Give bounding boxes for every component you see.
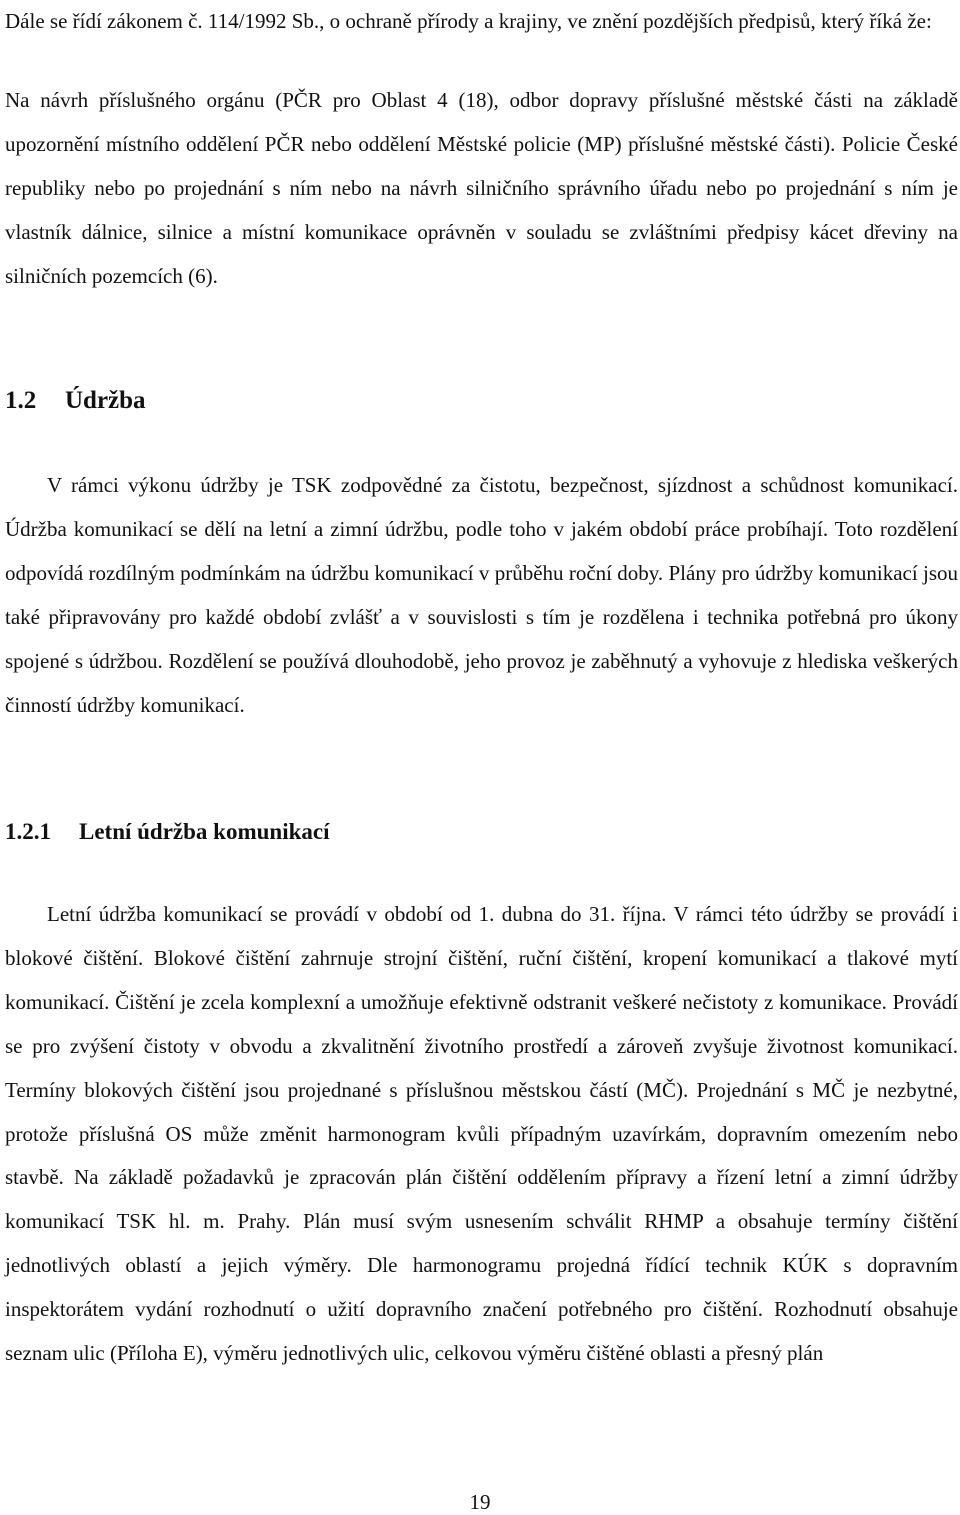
section-title: Letní údržba komunikací bbox=[79, 819, 330, 844]
section-title: Údržba bbox=[65, 387, 146, 414]
paragraph-law-detail: Na návrh příslušného orgánu (PČR pro Oblast 4 (18), odbor dopravy příslušné městské části na základě upozornění místního oddělení PČR nebo oddělení Městské policie (MP) příslušné městské části). Policie České republiky nebo po projednání s ním nebo na návrh silničního správního úřadu nebo po projednání s ním je vlastník dálnice, silnice a místní komunikace oprávněn v souladu se zvláštními předpisy kácet dřeviny na silničních pozemcích (6). bbox=[5, 88, 958, 288]
section-number: 1.2.1 bbox=[5, 819, 51, 844]
section-number: 1.2 bbox=[5, 387, 37, 414]
paragraph-summer-maintenance: Letní údržba komunikací se provádí v období od 1. dubna do 31. října. V rámci této údržby se provádí i blokové čištění. Blokové čištění zahrnuje strojní čištění, ruční čištění, kropení komunikací a tlakové mytí komunikací. Čištění je zcela komplexní a umožňuje efektivně odstranit veškeré nečistoty z komunikace. Provádí se pro zvýšení čistoty v obvodu a zkvalitnění životního prostředí a zároveň zvyšuje životnost komunikací. Termíny blokových čištění jsou projednané s příslušnou městskou částí (MČ). Projednání s MČ je nezbytné, protože příslušná OS může změnit harmonogram kvůli případným uzavírkám, dopravním omezením nebo stavbě. Na základě požadavků je zpracován plán čištění oddělením přípravy a řízení letní a zimní údržby komunikací TSK hl. m. Prahy. Plán musí svým usnesením schválit RHMP a obsahuje termíny čištění jednotlivých oblastí a jejich výměry. Dle harmonogramu projedná řídící technik KÚK s dopravním inspektorátem vydání rozhodnutí o užití dopravního značení potřebného pro čištění. Rozhodnutí obsahuje seznam ulic (Příloha E), výměru jednotlivých ulic, celkovou výměru čištěné oblasti a přesný plán bbox=[5, 902, 958, 1366]
paragraph-maintenance: V rámci výkonu údržby je TSK zodpovědné za čistotu, bezpečnost, sjízdnost a schůdnost komunikací. Údržba komunikací se dělí na letní a zimní údržbu, podle toho v jakém období práce probíhají. Toto rozdělení odpovídá rozdílným podmínkám na údržbu komunikací v průběhu roční doby. Plány pro údržby komunikací jsou také připravovány pro každé období zvlášť a v souvislosti s tím je rozdělena i technika potřebná pro úkony spojené s údržbou. Rozdělení se používá dlouhodobě, jeho provoz je zaběhnutý a vyhovuje z hlediska veškerých činností údržby komunikací. bbox=[5, 473, 958, 717]
section-heading-1-2-1 bbox=[5, 817, 330, 847]
page-number: 19 bbox=[469, 1490, 491, 1514]
section-heading-1-2 bbox=[5, 386, 146, 416]
paragraph-intro: Dále se řídí zákonem č. 114/1992 Sb., o ochraně přírody a krajiny, ve znění pozdějších předpisů, který říká že: bbox=[5, 9, 932, 33]
